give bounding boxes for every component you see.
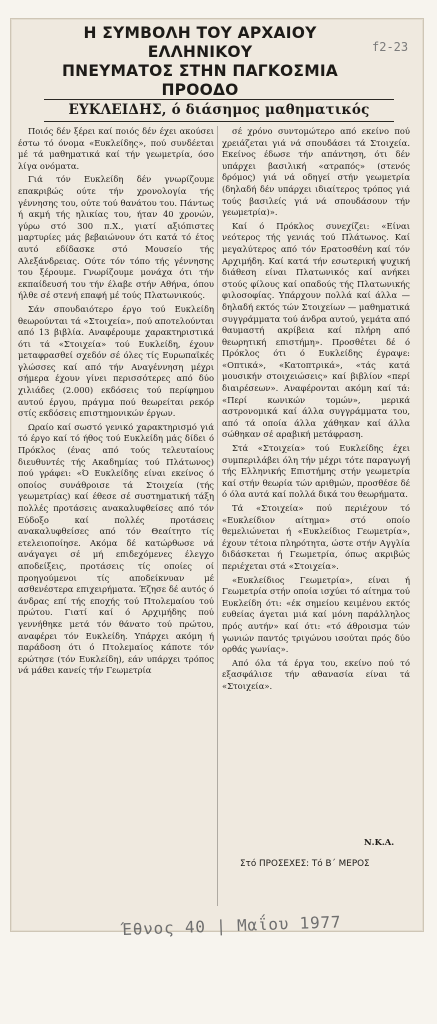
right-paragraph-3: Στά «Στοιχεία» τού Ευκλείδης έχει συμπεριλάβει όλη τήν μέχρι τότε παραγωγή τής Ελληνικής Επιστήμης στήν γεωμετρία καί στήν θεωρία τών αριθμών, προσθέσε δέ ό όλα αυτά καί πολλά δικά του θεωρήματα. [222,443,410,500]
author-signature: Ν.Κ.Α. [364,837,395,847]
handwritten-source-date: Έθνος 40 | Μαΐου 1977 [122,912,342,939]
right-text-column [222,126,410,846]
left-paragraph-3: Σάν σπουδαιότερο έργο τού Ευκλείδη θεωρούνται τά «Στοιχεία», πού αποτελούνται από 13 βιβλία. Αναφέρουμε χαρακτηριστικά ότι τά «Στοιχεία» τού Ευκλείδη, έχουν μεταφρασθεί σχεδόν σέ όλες τίς Ευρωπαϊκές γλώσσες καί από τήν Αναγέννηση μέχρι σήμερα έχουν γίνει περισσότερες από δύο χιλιάδες (2.000) εκδόσεις τού περίφημου αυτού έργου, πράγμα πού θεωρείται ρεκόρ στίς εκδόσεις επιστημονικών έργων. [18,303,214,419]
handwritten-reference-note: f2-23 [372,40,409,54]
right-paragraph-6: Από όλα τά έργα του, εκείνο πού τό εξασφάλισε τήν αθανασία είναι τά «Στοιχεία». [222,657,410,691]
article-headline [30,24,370,100]
left-text-column [18,126,214,916]
left-paragraph-2: Γιά τόν Ευκλείδη δέν γνωρίζουμε επακριβώς ούτε τήν χρονολογία τής γέννησης του, ούτε τού θανάτου του. Πάντως ή ακμή τής ηλικίας του, ήταν 40 χρονών, γύρω στό 300 π.Χ., γιατί αξιόπιστες μαρτυρίες μάς βεβαιώνουν ότι κατά τό έτος αυτό εδίδασκε στό Μουσείο τής Αλεξάνδρειας. Ούτε τόν τόπο τής γέννησης του ξέρουμε. Γνωρίζουμε μονάχα ότι τήν εκπαίδευσή του τήν έλαβε στήν Αθήνα, όπου ήλθε σέ στενή επαφή μέ τούς Πλατωνικούς. [18,174,214,301]
right-paragraph-5: «Ευκλείδιος Γεωμετρία», είναι ή Γεωμετρία στήν οποία ισχύει τό αίτημα τού Ευκλείδη ότι: «έκ σημείου κειμένου εκτός ευθείας άγεται μιά καί μόνη παράλληλος πρός αυτήν» καί ότι: «τό άθροισμα τών γωνιών παντός τριγώνου ισούται πρός δύο ορθάς γωνίας». [222,574,410,655]
continued-notice: Στό ΠΡΟΣΕΧΕΣ: Τό Β΄ ΜΕΡΟΣ [240,859,370,869]
right-paragraph-1: σέ χρόνο συντομώτερο από εκείνο πού χρειάζεται γιά νά σπουδάσει τά Στοιχεία. Εκείνος έδωσε τήν απάντηση, ότι δέν υπάρχει βασιλική «ατραπός» (στενός δρόμος) γιά νά οδηγεί στήν γεωμετρία (δηλαδή δέν υπάρχει ιδιαίτερος τρόπος γιά τούς βασιλείς γιά νά σπουδάσουν τήν γεωμετρία)». [222,126,410,218]
left-paragraph-1: Ποιός δέν ξέρει καί ποιός δέν έχει ακούσει έστω τό όνομα «Ευκλείδης», πού συνδέεται μέ τά μαθηματικά καί τήν γεωμετρία, όσο λίγα ονόματα. [18,126,214,171]
left-paragraph-4: Ωραίο καί σωστό γενικό χαρακτηρισμό γιά τό έργο καί τό ήθος τού Ευκλείδη μάς δίδει ό Πρόκλος (ένας από τούς τελευταίους διευθυντές τής Ακαδημίας τού Πλάτωνος) πού γράφει: «Ό Ευκλείδης είναι εκείνος ό οποίος συνάθροισε τά Στοιχεία (τής γεωμετρίας) καί έθεσε σέ συστηματική τάξη πολλές προτάσεις ανακαλυφθείσες από τόν Εύδοξο καί πολλές προτάσεις ανακαλυφθείσες από τόν Θεαίτητο τίς ετελειοποίησε. Ακόμα δέ κατώρθωσε νά ανάγαγει σέ μή επιδεχόμενες έλεγχο αποδείξεις, προτάσεις τίς οποίες οί προηγούμενοι τίς αποδείκνυαν μέ ασθενέστερα επιχειρήματα. Έζησε δέ αυτός ό άνδρας επί τής εποχής τού Πτολεμαίου τού πρώτου. Γιατί καί ό Αρχιμήδης πού γεννήθηκε μετά τόν θάνατο τού πρώτου, αναφέρει τόν Ευκλείδη. Υπάρχει ακόμη ή παράδοση ότι ό Πτολεμαίος κάποτε τόν ερώτησε (τόν Ευκλείδη), εάν υπάρχει τρόπος νά μάθει κανείς τήν Γεωμετρία [18,421,214,676]
right-paragraph-4: Τά «Στοιχεία» πού περιέχουν τό «Ευκλείδιον αίτημα» στό οποίο θεμελιώνεται ή «Ευκλείδιος Γεωμετρία», έχουν τέτοια πληρότητα, ώστε στήν Αγγλία διδάσκεται ή Γεωμετρία, όπως ακριβώς περιέχεται στά «Στοιχεία». [222,503,410,571]
headline-line-2: ΠΝΕΥΜΑΤΟΣ ΣΤΗΝ ΠΑΓΚΟΣΜΙΑ ΠΡΟΟΔΟ [61,62,339,99]
right-paragraph-2: Καί ό Πρόκλος συνεχίζει: «Είναι νεότερος τής γενιάς τού Πλάτωνος. Καί μεγαλύτερος από τόν Ερατοσθένη καί τόν Αρχιμήδη. Καί κατά τήν εσωτερική ψυχική διάθεση είναι Πλατωνικός καί ανήκει στούς φίλους καί οπαδούς τής Πλατωνικής φιλοσοφίας. Υπάρχουν πολλά καί άλλα — δηλαδή εκτός τών Στοιχείων — μαθηματικά συγγράμματα τού άνδρα αυτού, γεμάτα από θαυμαστή ακρίβεια καί πλήρη από θεωρητική επιστήμη». Προσθέτει δέ ό Πρόκλος ότι ό Ευκλείδης έγραψε: «Οπτικά», «Κατοπτρικά», «τάς κατά μουσικήν στοιχειώσεις» καί βιβλίον «περί διαιρέσεων». Αναφέρονται ακόμη καί τά: «Περί κωνικών τομών», μερικά αστρονομικά καί άλλα συγγράμματα του, από τά οποία άλλα χάθηκαν καί άλλα σώθηκαν σέ αραβική μετάφραση. [222,220,410,440]
article-subheading: ΕΥΚΛΕΙΔΗΣ, ό διάσημος μαθηματικός [44,99,394,122]
headline-line-1: Η ΣΥΜΒΟΛΗ ΤΟΥ ΑΡΧΑΙΟΥ ΕΛΛΗΝΙΚΟΥ [83,24,317,61]
column-divider [217,126,218,906]
